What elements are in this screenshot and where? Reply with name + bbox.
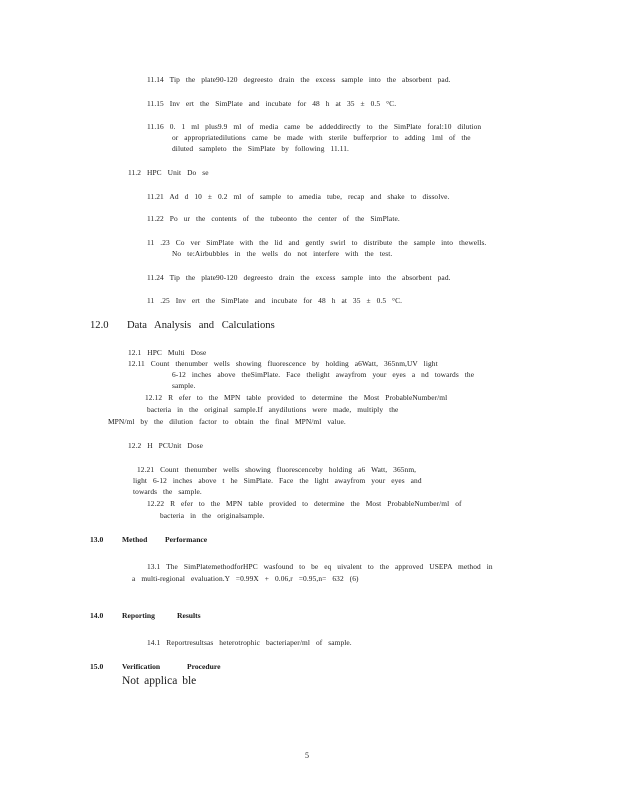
step-11-25: 11 .25 Inv ert the SimPlate and incubate for 48 h at 35 ± 0.5 °C. [147, 296, 403, 305]
section-13-number: 13.0 [90, 535, 104, 544]
subsection-11-2-heading: 11.2 HPC Unit Do se [128, 168, 209, 177]
step-12-21-line2: light 6-12 inches above t he SimPlate. Face the light awayfrom your eyes and [133, 476, 422, 485]
step-11-22: 11.22 Po ur the contents of the tubeonto the center of the SimPlate. [147, 214, 400, 223]
step-11-16-line1: 11.16 0. 1 ml plus9.9 ml of media came be addeddirectly to the SimPlate foral:10 dilution [147, 122, 482, 131]
section-15-number: 15.0 [90, 662, 104, 671]
step-12-11-line2: 6-12 inches above theSimPlate. Face thelight awayfrom your eyes a nd towards the [172, 370, 475, 379]
page-number: 5 [305, 751, 309, 760]
step-11-16-line2: or appropriatedilutions came be made with sterile bufferprior to adding 1ml of the [172, 133, 471, 142]
section-15-body: Not applica ble [122, 675, 197, 687]
step-12-12-line2: bacteria in the original sample.If anydilutions were made, multiply the [147, 405, 399, 414]
section-14-title-1: Reporting [122, 611, 155, 620]
step-12-22-line2: bacteria in the originalsample. [160, 511, 265, 520]
step-11-16-line3: diluted sampleto the SimPlate by following 11.11. [172, 144, 349, 153]
subsection-12-1-heading: 12.1 HPC Multi Dose [128, 348, 207, 357]
step-12-12-line3: MPN/ml by the dilution factor to obtain the final MPN/ml value. [108, 417, 346, 426]
section-15-title-1: Verification [122, 662, 161, 671]
step-11-24: 11.24 Tip the plate90-120 degreesto drain the excess sample into the absorbent pad. [147, 273, 451, 282]
step-13-1-line2: a multi-regional evaluation.Y =0.99X + 0.06,r =0.95,n= 632 (6) [132, 574, 359, 583]
section-12-number: 12.0 [90, 320, 109, 331]
section-12-title: Data Analysis and Calculations [127, 320, 275, 331]
step-13-1-line1: 13.1 The SimPlatemethodforHPC wasfound to be eq uivalent to the approved USEPA method in [147, 562, 493, 571]
step-11-15: 11.15 Inv ert the SimPlate and incubate for 48 h at 35 ± 0.5 °C. [147, 99, 397, 108]
step-12-21-line3: towards the sample. [133, 487, 202, 496]
step-12-22-line1: 12.22 R efer to the MPN table provided to determine the Most ProbableNumber/ml of [147, 499, 462, 508]
step-12-21-line1: 12.21 Count thenumber wells showing fluorescenceby holding a6 Watt, 365nm, [137, 465, 417, 474]
step-11-14: 11.14 Tip the plate90-120 degreesto drain the excess sample into the absorbent pad. [147, 75, 451, 84]
step-14-1: 14.1 Reportresultsas heterotrophic bacteriaper/ml of sample. [147, 638, 352, 647]
step-11-21: 11.21 Ad d 10 ± 0.2 ml of sample to amedia tube, recap and shake to dissolve. [147, 192, 450, 201]
step-12-11-line1: 12.11 Count thenumber wells showing fluorescence by holding a6Watt, 365nm,UV light [128, 359, 438, 368]
step-12-11-line3: sample. [172, 381, 196, 390]
subsection-12-2-heading: 12.2 H PCUnit Dose [128, 441, 203, 450]
step-11-23-line1: 11 .23 Co ver SimPlate with the lid and gently swirl to distribute the sample into thewells. [147, 238, 487, 247]
section-13-title-2: Performance [165, 535, 208, 544]
section-13-title-1: Method [122, 535, 148, 544]
step-12-12-line1: 12.12 R efer to the MPN table provided to determine the Most ProbableNumber/ml [145, 393, 448, 402]
step-11-23-line2: No te:Airbubbles in the wells do not interfere with the test. [172, 249, 393, 258]
section-14-number: 14.0 [90, 611, 104, 620]
section-15-title-2: Procedure [187, 662, 221, 671]
section-14-title-2: Results [177, 611, 201, 620]
